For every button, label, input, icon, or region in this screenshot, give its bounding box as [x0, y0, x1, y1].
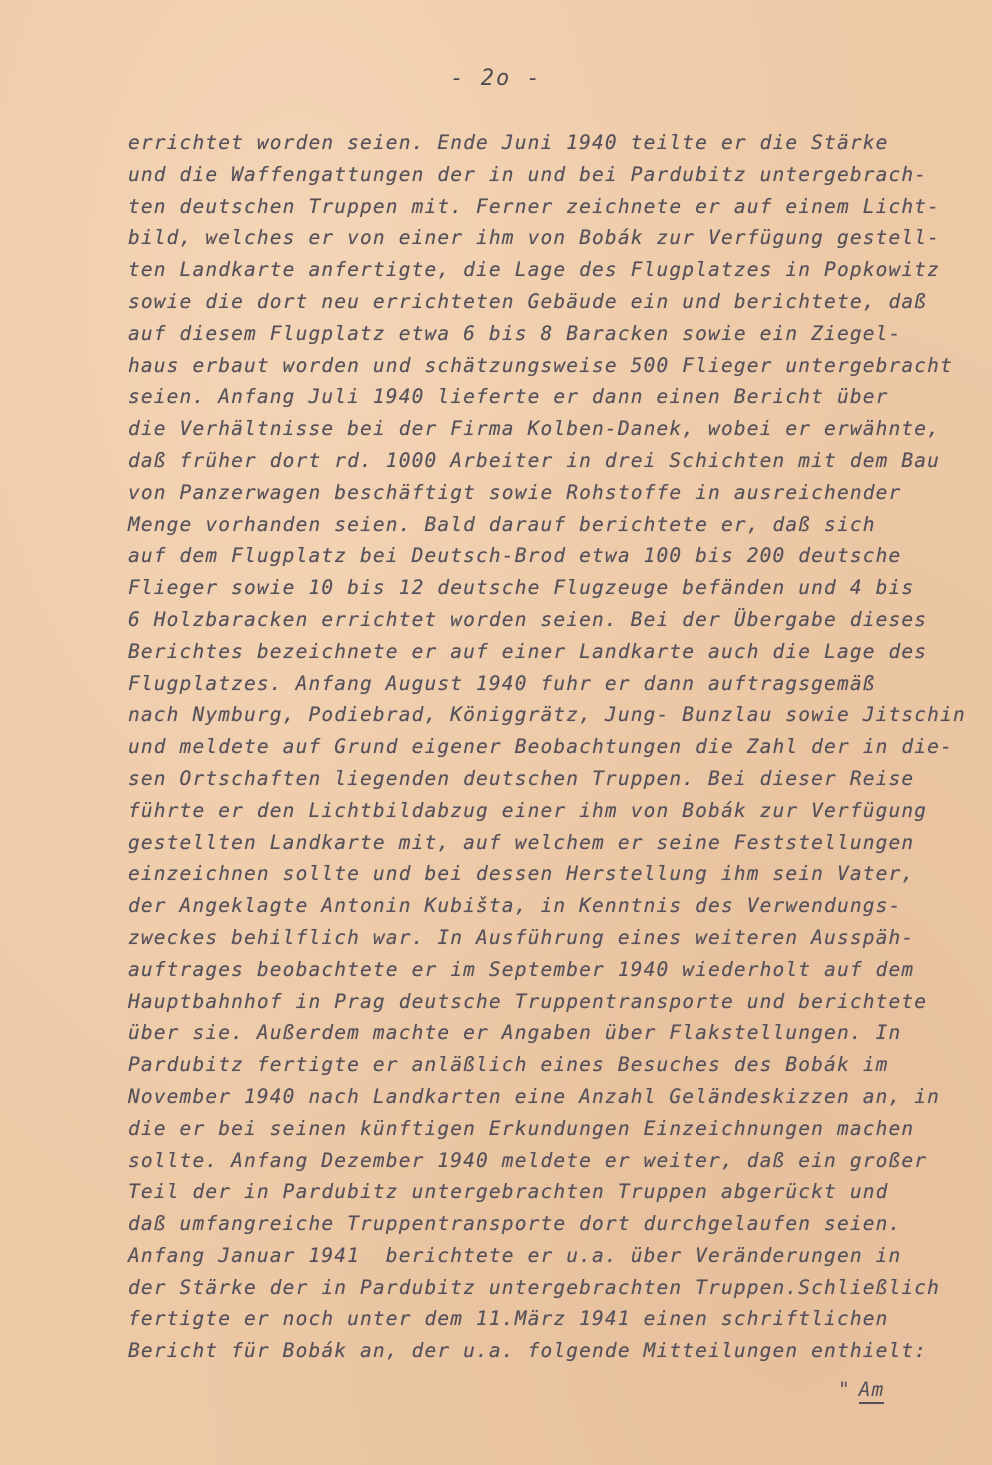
- text-line: errichtet worden seien. Ende Juni 1940 teilte er die Stärke: [128, 131, 889, 154]
- text-line: von Panzerwagen beschäftigt sowie Rohstoffe in ausreichender: [128, 480, 902, 504]
- text-line: der Angeklagte Antonin Kubišta, in Kenntnis des Verwendungs-: [128, 894, 902, 918]
- text-line: Bericht für Bobák an, der u.a. folgende Mitteilungen enthielt:: [128, 1339, 928, 1363]
- text-line: nach Nymburg, Podiebrad, Königgrätz, Jung- Bunzlau sowie Jitschin: [128, 703, 966, 727]
- text-line: und meldete auf Grund eigener Beobachtungen die Zahl der in die-: [128, 735, 953, 759]
- text-line: ten deutschen Truppen mit. Ferner zeichnete er auf einem Licht-: [128, 194, 941, 218]
- text-line: Teil der in Pardubitz untergebrachten Truppen abgerückt und: [128, 1180, 889, 1204]
- catchword: Am: [859, 1378, 884, 1404]
- text-line: Berichtes bezeichnete er auf einer Landkarte auch die Lage des: [128, 639, 928, 663]
- text-line: Flugplatzes. Anfang August 1940 fuhr er dann auftragsgemäß: [128, 671, 876, 695]
- text-line: auf dem Flugplatz bei Deutsch-Brod etwa 100 bis 200 deutsche: [128, 544, 902, 568]
- opening-quote-mark: ": [838, 1378, 851, 1401]
- text-line: daß früher dort rd. 1000 Arbeiter in drei Schichten mit dem Bau: [128, 448, 941, 472]
- text-line: November 1940 nach Landkarten eine Anzahl Geländeskizzen an, in: [128, 1084, 941, 1108]
- text-line: haus erbaut worden und schätzungsweise 500 Flieger untergebracht: [128, 353, 953, 377]
- text-line: Pardubitz fertigte er anläßlich eines Besuches des Bobák im: [128, 1053, 889, 1077]
- text-line: seien. Anfang Juli 1940 lieferte er dann einen Bericht über: [128, 385, 889, 409]
- text-line: führte er den Lichtbildabzug einer ihm von Bobák zur Verfügung: [128, 798, 928, 822]
- text-line: sen Ortschaften liegenden deutschen Truppen. Bei dieser Reise: [128, 766, 915, 790]
- text-line: die Verhältnisse bei der Firma Kolben-Danek, wobei er erwähnte,: [128, 417, 941, 441]
- body-text: [128, 127, 968, 1367]
- text-line: die er bei seinen künftigen Erkundungen Einzeichnungen machen: [128, 1116, 915, 1140]
- text-line: 6 Holzbaracken errichtet worden seien. Bei der Übergabe dieses: [128, 607, 928, 631]
- text-line: und die Waffengattungen der in und bei Pardubitz untergebrach-: [128, 162, 928, 186]
- text-line: zweckes behilflich war. In Ausführung eines weiteren Ausspäh-: [128, 925, 915, 949]
- text-line: Hauptbahnhof in Prag deutsche Truppentransporte und berichtete: [128, 989, 928, 1013]
- text-line: fertigte er noch unter dem 11.März 1941 einen schriftlichen: [128, 1307, 889, 1331]
- text-line: sowie die dort neu errichteten Gebäude ein und berichtete, daß: [128, 289, 928, 313]
- text-line: bild, welches er von einer ihm von Bobák zur Verfügung gestell-: [128, 226, 941, 250]
- page-number: - 2o -: [450, 66, 542, 91]
- text-line: sollte. Anfang Dezember 1940 meldete er weiter, daß ein großer: [128, 1148, 928, 1172]
- page-continuation: [838, 1378, 884, 1401]
- text-line: Anfang Januar 1941 berichtete er u.a. über Veränderungen in: [128, 1243, 902, 1267]
- text-line: der Stärke der in Pardubitz untergebrachten Truppen.Schließlich: [128, 1275, 941, 1299]
- text-line: gestellten Landkarte mit, auf welchem er seine Feststellungen: [128, 830, 915, 854]
- text-line: Flieger sowie 10 bis 12 deutsche Flugzeuge befänden und 4 bis: [128, 576, 915, 600]
- text-line: über sie. Außerdem machte er Angaben über Flakstellungen. In: [128, 1021, 902, 1045]
- text-line: einzeichnen sollte und bei dessen Herstellung ihm sein Vater,: [128, 862, 915, 886]
- text-line: auf diesem Flugplatz etwa 6 bis 8 Baracken sowie ein Ziegel-: [128, 321, 902, 345]
- text-line: daß umfangreiche Truppentransporte dort durchgelaufen seien.: [128, 1212, 902, 1236]
- text-line: auftrages beobachtete er im September 1940 wiederholt auf dem: [128, 957, 915, 981]
- text-line: Menge vorhanden seien. Bald darauf berichtete er, daß sich: [128, 512, 876, 536]
- text-line: ten Landkarte anfertigte, die Lage des Flugplatzes in Popkowitz: [128, 258, 941, 282]
